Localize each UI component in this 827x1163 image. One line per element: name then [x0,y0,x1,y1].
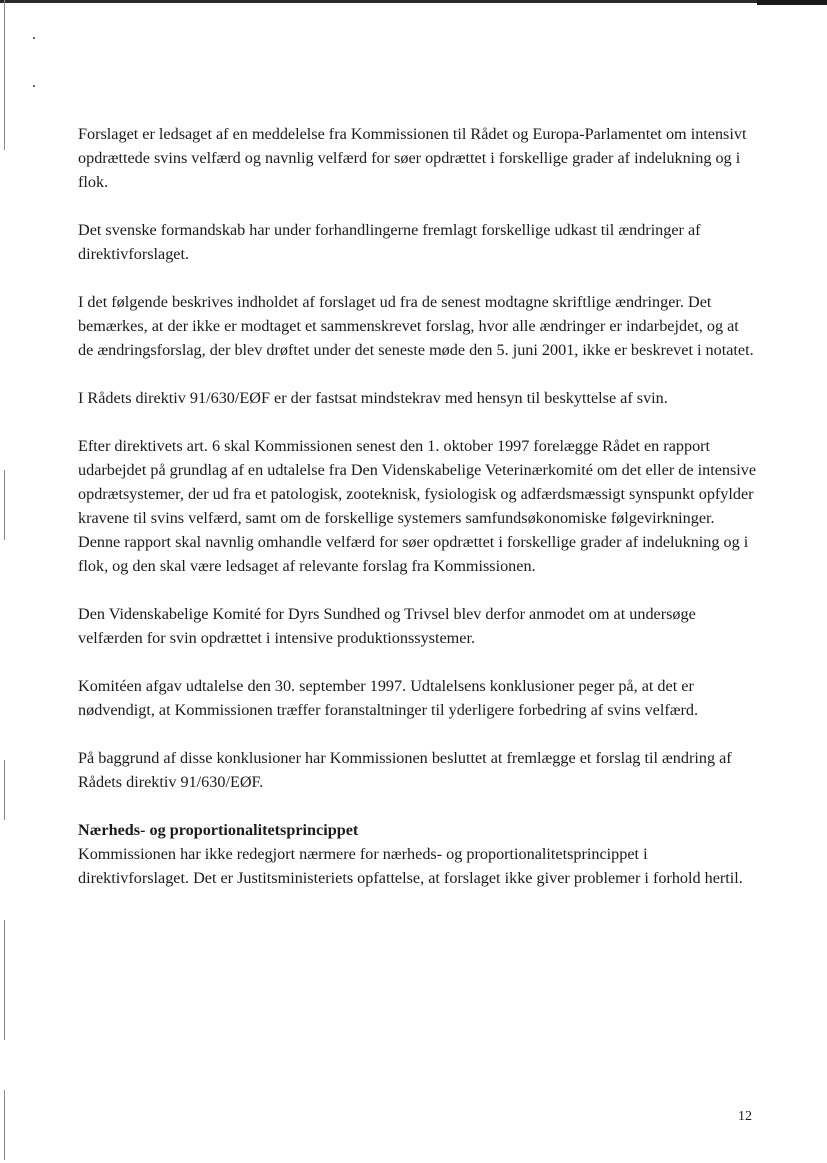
paragraph: Det svenske formandskab har under forhandlingerne fremlagt forskellige udkast til ændringer af direktivforslaget. [78,221,701,263]
scan-edge-line [4,0,5,150]
scan-edge-line [4,920,5,1040]
scan-edge-line [4,470,5,540]
section-paragraph: Kommissionen har ikke redegjort nærmere for nærheds- og proportionalitetsprincippet i direktivforslaget. Det er Justitsministeriets opfattelse, at forslaget ikke giver problemer i forhold hertil. [78,845,743,887]
top-rule [0,0,827,3]
paragraph: I Rådets direktiv 91/630/EØF er der fastsat mindstekrav med hensyn til beskyttelse af svin. [78,389,668,407]
paragraph: Forslaget er ledsaget af en meddelelse fra Kommissionen til Rådet og Europa-Parlamentet om intensivt opdrættede svins velfærd og navnlig velfærd for søer opdrættet i forskellige grader af indelukning og i flok. [78,125,747,191]
paragraph: I det følgende beskrives indholdet af forslaget ud fra de senest modtagne skriftlige ændringer. Det bemærkes, at der ikke er modtaget et sammenskrevet forslag, hvor alle ændringer er indarbejdet, og at de ændringsforslag, der blev drøftet under det seneste møde den 5. juni 2001, ikke er beskrevet i notatet. [78,293,754,359]
scan-edge-line [4,1090,5,1160]
top-rule-accent [757,0,827,5]
paragraph: Efter direktivets art. 6 skal Kommissionen senest den 1. oktober 1997 forelægge Rådet en rapport udarbejdet på grundlag af en udtalelse fra Den Videnskabelige Veterinærkomité om det eller de intensive opdrætsystemer, der ud fra et patologisk, zooteknisk, fysiologisk og adfærdsmæssigt synspunkt opfylder kravene til svins velfærd, samt om de forskellige systemers samfundsøkonomiske følgevirkninger. Denne rapport skal navnlig omhandle velfærd for søer opdrættet i forskellige grader af indelukning og i flok, og den skal være ledsaget af relevante forslag fra Kommissionen. [78,437,757,575]
paragraph: Den Videnskabelige Komité for Dyrs Sundhed og Trivsel blev derfor anmodet om at undersøge velfærden for svin opdrættet i intensive produktionssystemer. [78,605,696,647]
scan-dot [33,37,35,39]
paragraph: På baggrund af disse konklusioner har Kommissionen besluttet at fremlægge et forslag til ændring af Rådets direktiv 91/630/EØF. [78,749,732,791]
page-number: 12 [738,1109,752,1124]
paragraph: Komitéen afgav udtalelse den 30. september 1997. Udtalelsens konklusioner peger på, at det er nødvendigt, at Kommissionen træffer foranstaltninger til yderligere forbedring af svins velfærd. [78,677,699,719]
scan-dot [33,85,35,87]
document-body [78,122,758,914]
scan-edge-line [4,760,5,820]
section-heading: Nærheds- og proportionalitetsprincippet [78,821,359,839]
